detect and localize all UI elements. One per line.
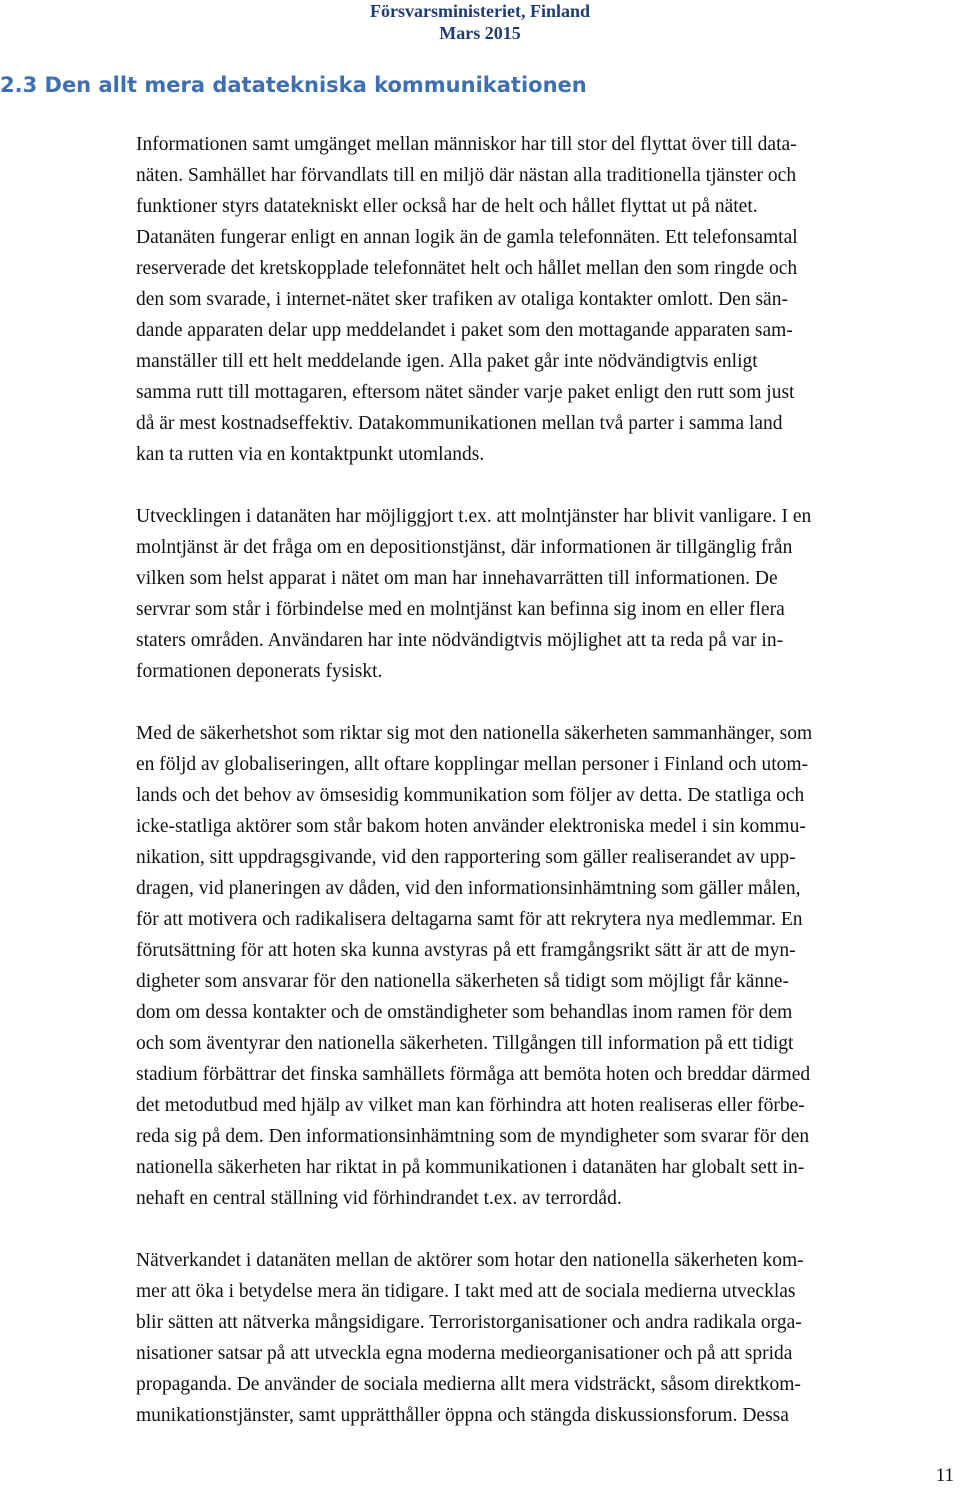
paragraph-line: molntjänst är det fråga om en depositionstjänst, där informationen är tillgänglig från: [136, 537, 793, 558]
paragraph: [136, 718, 942, 1214]
paragraph-line: nikation, sitt uppdragsgivande, vid den rapportering som gäller realiserandet av upp-: [136, 847, 796, 868]
paragraph-line: då är mest kostnadseffektiv. Datakommunikationen mellan två parter i samma land: [136, 413, 783, 434]
paragraph-line: vilken som helst apparat i nätet om man har innehavarrätten till informationen. De: [136, 568, 778, 589]
section-heading: 2.3 Den allt mera datatekniska kommunikationen: [0, 73, 587, 97]
paragraph-line: Informationen samt umgänget mellan människor har till stor del flyttat över till data-: [136, 134, 797, 155]
paragraph-line: nisationer satsar på att utveckla egna moderna medieorganisationer och på att sprida: [136, 1343, 793, 1364]
paragraph-line: mer att öka i betydelse mera än tidigare. I takt med att de sociala medierna utvecklas: [136, 1281, 796, 1302]
paragraph-line: förutsättning för att hoten ska kunna avstyras på ett framgångsrikt sätt är att de myn-: [136, 940, 796, 961]
paragraph-line: digheter som ansvarar för den nationella säkerheten så tidigt som möjligt får känne-: [136, 971, 790, 992]
paragraph-line: servrar som står i förbindelse med en molntjänst kan befinna sig inom en eller flera: [136, 599, 785, 620]
paragraph-line: den som svarade, i internet-nätet sker trafiken av otaliga kontakter omlott. Den sän-: [136, 289, 788, 310]
paragraph-line: stadium förbättrar det finska samhällets förmåga att bemöta hoten och breddar därmed: [136, 1064, 811, 1085]
paragraph-line: lands och det behov av ömsesidig kommunikation som följer av detta. De statliga och: [136, 785, 805, 806]
paragraph-line: Med de säkerhetshot som riktar sig mot den nationella säkerheten sammanhänger, som: [136, 723, 813, 744]
paragraph-line: propaganda. De använder de sociala medierna allt mera vidsträckt, såsom direktkom-: [136, 1374, 801, 1395]
paragraph-line: funktioner styrs datatekniskt eller också har de helt och hållet flyttat ut på nätet.: [136, 196, 758, 217]
paragraph: [136, 129, 942, 470]
paragraph: [136, 501, 942, 687]
paragraph-line: nehaft en central ställning vid förhindrandet t.ex. av terrordåd.: [136, 1188, 622, 1209]
paragraph-line: blir sätten att nätverka mångsidigare. Terroristorganisationer och andra radikala orga-: [136, 1312, 802, 1333]
paragraph-line: en följd av globaliseringen, allt oftare kopplingar mellan personer i Finland och utom-: [136, 754, 809, 775]
paragraph-line: Nätverkandet i datanäten mellan de aktörer som hotar den nationella säkerheten kom-: [136, 1250, 804, 1271]
paragraph-line: Utvecklingen i datanäten har möjliggjort t.ex. att molntjänster har blivit vanligare. I en: [136, 506, 812, 527]
paragraph-line: reserverade det kretskopplade telefonnätet helt och hållet mellan den som ringde och: [136, 258, 798, 279]
page-number: 11: [935, 1465, 954, 1486]
paragraph-line: staters områden. Användaren har inte nödvändigtvis möjlighet att ta reda på var in-: [136, 630, 784, 651]
paragraph-line: nationella säkerheten har riktat in på kommunikationen i datanäten har globalt sett in-: [136, 1157, 805, 1178]
paragraph-line: dom om dessa kontakter och de omständigheter som behandlas inom ramen för dem: [136, 1002, 793, 1023]
header-organization: Försvarsministeriet, Finland: [370, 1, 590, 21]
page-header: [0, 0, 960, 44]
paragraph: [136, 1245, 942, 1431]
paragraph-line: för att motivera och radikalisera deltagarna samt för att rekrytera nya medlemmar. En: [136, 909, 803, 930]
paragraph-line: det metodutbud med hjälp av vilket man kan förhindra att hoten realiseras eller förbe-: [136, 1095, 805, 1116]
document-body: [136, 129, 942, 1462]
paragraph-line: dande apparaten delar upp meddelandet i paket som den mottagande apparaten sam-: [136, 320, 793, 341]
paragraph-line: och som äventyrar den nationella säkerheten. Tillgången till information på ett tidigt: [136, 1033, 794, 1054]
paragraph-line: munikationstjänster, samt upprätthåller öppna och stängda diskussionsforum. Dessa: [136, 1405, 789, 1426]
paragraph-line: Datanäten fungerar enligt en annan logik än de gamla telefonnäten. Ett telefonsamtal: [136, 227, 798, 248]
paragraph-line: kan ta rutten via en kontaktpunkt utomlands.: [136, 444, 485, 465]
paragraph-line: manställer till ett helt meddelande igen. Alla paket går inte nödvändigtvis enligt: [136, 351, 758, 372]
paragraph-line: formationen deponerats fysiskt.: [136, 661, 383, 682]
paragraph-line: icke-statliga aktörer som står bakom hoten använder elektroniska medel i sin kommu-: [136, 816, 806, 837]
paragraph-line: samma rutt till mottagaren, eftersom nätet sänder varje paket enligt den rutt som just: [136, 382, 795, 403]
paragraph-line: näten. Samhället har förvandlats till en miljö där nästan alla traditionella tjänster och: [136, 165, 797, 186]
header-date: Mars 2015: [439, 23, 521, 43]
paragraph-line: reda sig på dem. Den informationsinhämtning som de myndigheter som svarar för den: [136, 1126, 810, 1147]
paragraph-line: dragen, vid planeringen av dåden, vid den informationsinhämtning som gäller målen,: [136, 878, 801, 899]
